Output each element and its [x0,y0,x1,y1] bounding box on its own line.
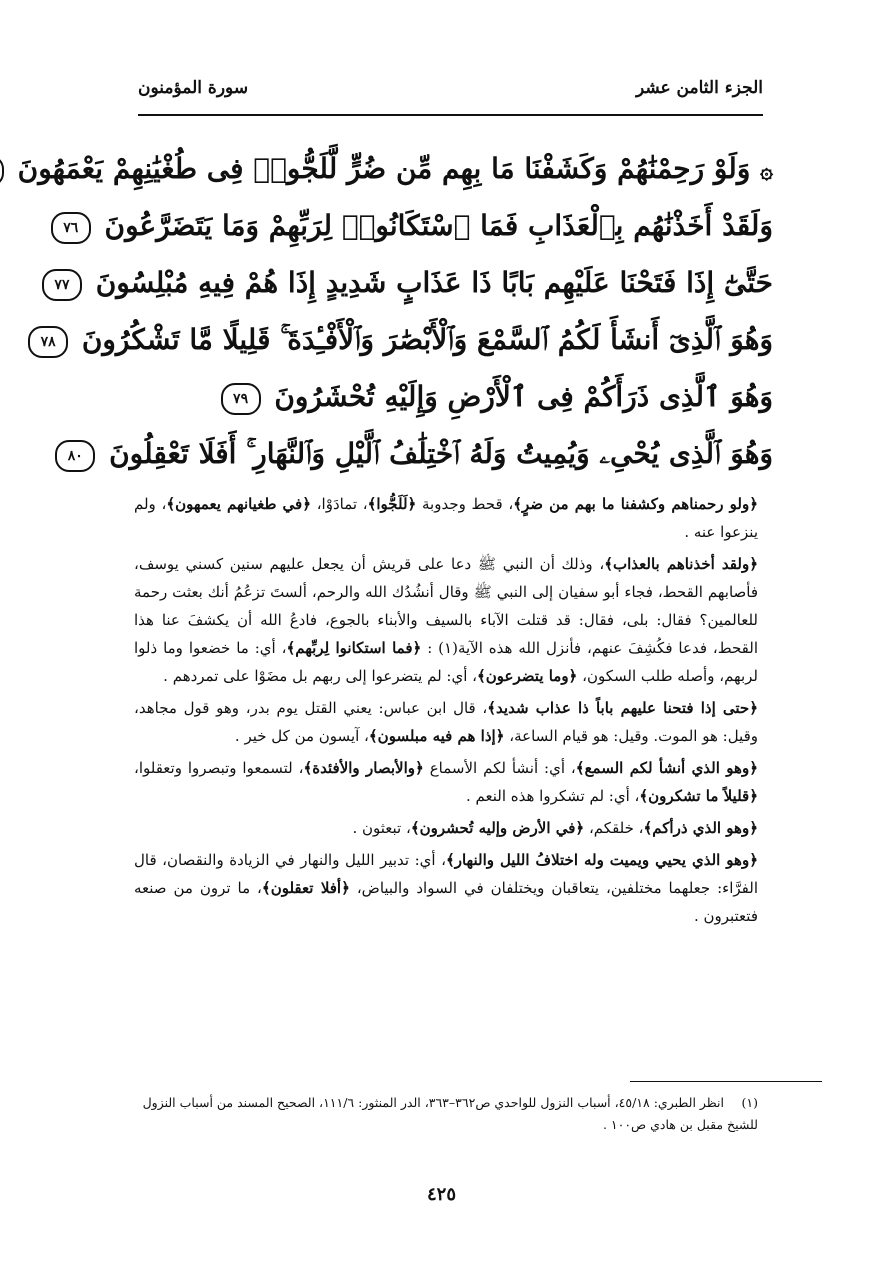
quoted-verse: ﴿وهو الذي أنشأ لكم السمع﴾ [575,759,758,777]
quoted-verse: ﴿قليلاً ما تشكرون﴾ [639,787,758,805]
quoted-verse: ﴿ولو رحمناهم وكشفنا ما بهم من ضرٍ﴾ [513,495,758,513]
ayah-number-marker: ٧٩ [221,383,261,415]
footnote-text: انظر الطبري: ٤٥/١٨، أسباب النزول للواحدي ص٣٦٢–٣٦٣، الدر المنثور: ١١١/٦، الصحيح المسند من أسباب النزول للشيخ مقبل بن هادي ص١٠٠ . [142,1095,758,1132]
verse-text: وَلَوْ رَحِمْنَٰهُمْ وَكَشَفْنَا مَا بِهِم مِّن ضُرٍّ لَّلَجُّوا۟ فِى طُغْيَٰنِهِمْ يَعْمَهُونَ [17,152,751,185]
verse-text: حَتَّىٰٓ إِذَا فَتَحْنَا عَلَيْهِم بَابًا ذَا عَذَابٍ شَدِيدٍ إِذَا هُمْ فِيهِ مُبْلِسُونَ [95,266,773,299]
quoted-verse: ﴿لَلَجُّوا﴾ [367,495,417,513]
hizb-star-icon: ۞ [760,158,773,184]
verse-text: وَهُوَ ٱلَّذِى ذَرَأَكُمْ فِى ٱلْأَرْضِ وَإِلَيْهِ تُحْشَرُونَ [274,380,773,413]
quoted-verse: ﴿في الأرض وإليه تُحشرون﴾ [410,819,585,837]
quoted-verse: ﴿ولقد أخذناهم بالعذاب﴾ [604,555,758,573]
ayah-number-marker: ٨٠ [55,440,95,472]
quran-line [17,140,773,197]
commentary-paragraph [134,550,758,690]
footnote [134,1092,758,1136]
verse-text: وَهُوَ ٱلَّذِىٓ أَنشَأَ لَكُمُ ٱلسَّمْعَ وَٱلْأَبْصَٰرَ وَٱلْأَفْـِٔدَةَ ۚ قَلِيلًا مَّا تَشْكُرُونَ [81,323,773,356]
commentary-text: ، أي: أنشأ لكم الأسماع [423,759,576,777]
quoted-verse: ﴿أفلا تعقلون﴾ [261,879,350,897]
surah-title: سورة المؤمنون [138,78,249,98]
commentary-text: ، قال ابن عباس: يعني القتل يوم بدر، وهو قول مجاهد، وقيل: هو الموت. وقيل: هو قيام الساعة، [134,699,758,745]
commentary-text: ، أي: لم يتضرعوا إلى ربهم بل مضَوْا على تمردهم . [163,667,477,685]
ayah-number-marker [0,155,4,187]
commentary-paragraph [134,754,758,810]
commentary-text: ، ما ترون من صنعه فتعتبرون . [134,879,758,925]
tafsir-commentary [134,490,758,934]
quoted-verse: ﴿وما يتضرعون﴾ [477,667,578,685]
commentary-paragraph [134,694,758,750]
quran-line [63,197,773,254]
quran-line [54,254,773,311]
quran-line [40,311,773,368]
commentary-text: ، آيسون من كل خير . [234,727,369,745]
commentary-paragraph [134,490,758,546]
ayah-number-marker: ٧٦ [51,212,91,244]
commentary-paragraph [134,814,758,842]
quoted-verse: ﴿في طغيانهم يعمهون﴾ [166,495,311,513]
commentary-text: ، خلقكم، [584,819,644,837]
verse-text: وَهُوَ ٱلَّذِى يُحْىِۦ وَيُمِيتُ وَلَهُ ٱخْتِلَٰفُ ٱلَّيْلِ وَٱلنَّهَارِ ۚ أَفَلَا تَعْقِلُونَ [109,437,773,470]
header-rule [138,114,763,116]
commentary-text: ، ولم ينزعوا عنه . [134,495,758,541]
page-header [138,70,763,120]
quoted-verse: ﴿إذا هم فيه مبلسون﴾ [368,727,505,745]
footnote-number: (١) [741,1095,758,1110]
commentary-text: ، لتسمعوا وتبصروا وتعقلوا، [134,759,304,777]
quoted-verse: ﴿وهو الذي يحيي ويميت وله اختلافُ الليل والنهار﴾ [445,851,758,869]
quoted-verse: ﴿حتى إذا فتحنا عليهم باباً ذا عذاب شديد﴾ [487,699,758,717]
commentary-text: ، قحط وجدوبة [416,495,514,513]
commentary-text: ، وذلك أن النبي ﷺ دعا على قريش أن يجعل عليهم سنين كسني يوسف، فأصابهم القحط، فجاء أبو سفيان إلى النبي ﷺ وقال أنشُدُك الله والرحم، ألستَ تزعُمُ أنك بعثت رحمة للعالمين؟ فقال: بلى، فقال: قد قتلت الآباء بالسيف والأبناء بالجوع، فادعُ الله أن يكشفَ عنا هذا القحط، فدعا فكُشِفَ عنهم، فأنزل الله هذه الآية(١) : [134,555,758,657]
page-number: ٤٢٥ [426,1184,456,1205]
quran-text-block [17,140,773,485]
ayah-number-marker: ٧٨ [28,326,68,358]
quoted-verse: ﴿وهو الذي ذرأكم﴾ [643,819,758,837]
juz-title: الجزء الثامن عشر [635,78,763,98]
commentary-text: ، أي: ما خضعوا وما ذلوا لربهم، وأصله طلب السكون، [134,639,758,685]
quoted-verse: ﴿فما استكانوا لِربِّهم﴾ [286,639,422,657]
commentary-text: ، أي: تدبير الليل والنهار في الزيادة والنقصان، قال الفرَّاء: جعلهما مختلفين، يتعاقبان ويختلفان في السواد والبياض، [134,851,759,897]
commentary-text: ، أي: لم تشكروا هذه النعم . [465,787,640,805]
quran-line [67,425,773,482]
quoted-verse: ﴿والأبصار والأفئدة﴾ [303,759,424,777]
footnote-separator [630,1081,822,1082]
commentary-paragraph [134,846,758,930]
quran-line [132,368,773,425]
commentary-text: ، تبعثون . [352,819,411,837]
commentary-text: ، تمادَوْا، [311,495,368,513]
verse-text: وَلَقَدْ أَخَذْنَٰهُم بِٱلْعَذَابِ فَمَا ٱسْتَكَانُوا۟ لِرَبِّهِمْ وَمَا يَتَضَرَّعُونَ [104,209,773,242]
ayah-number-marker: ٧٧ [42,269,82,301]
